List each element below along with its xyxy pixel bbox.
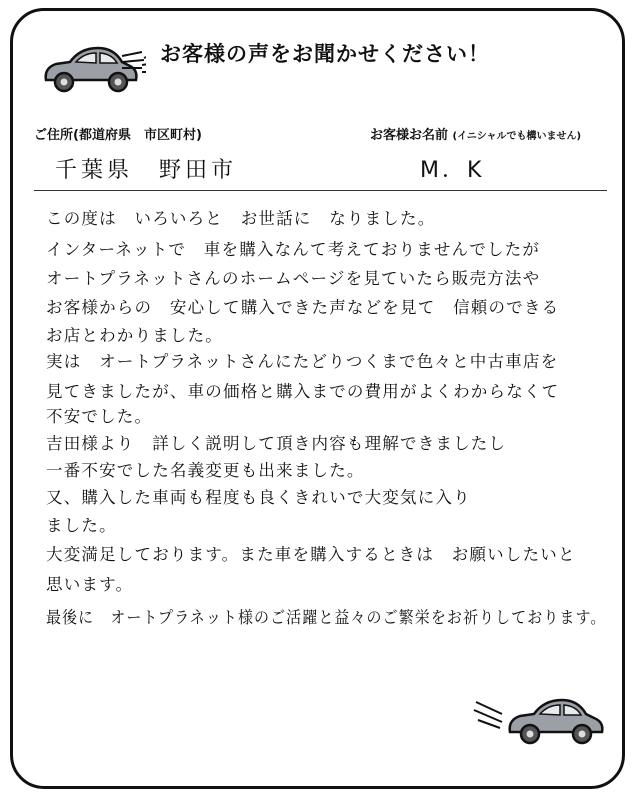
message-line: 最後に オートプラネット様のご活躍と益々のご繁栄をお祈りしております。 [46,608,607,627]
message-line: この度は いろいろと お世話に なりました。 [46,209,436,228]
message-line: お客様からの 安心して購入できた声などを見て 信頼のできる [46,298,560,317]
car-icon [504,690,612,752]
message-line: オートプラネットさんのホームページを見ていたら販売方法や [46,269,541,288]
message-line: 見てきましたが、車の価格と購入までの費用がよくわからなくて [46,382,560,401]
name-label-text: お客様お名前 [370,128,449,143]
name-label [370,124,581,143]
message-line: 大変満足しております。また車を購入するときは お願いしたいと [46,545,576,564]
message-line: 実は オートプラネットさんにたどりつくまで色々と中古車店を [46,352,559,371]
message-line: ました。 [46,516,117,535]
message-line: 吉田様より 詳しく説明して頂き内容も理解できましたし [46,434,507,453]
address-label: ご住所(都道府県 市区町村) [34,128,202,143]
customer-name: M．K [420,158,485,183]
speed-lines-icon [120,50,148,72]
message-line: 思います。 [46,575,134,594]
message-line: 不安でした。 [46,407,153,426]
name-label-note: (イニシャルでも構いません) [452,131,582,142]
message-line: 一番不安でした名義変更も出来ました。 [46,461,365,480]
customer-address: 千葉県 野田市 [55,158,238,183]
header-divider [34,190,607,191]
message-line: お店とわかりました。 [46,326,223,345]
message-line: インターネットで 車を購入なんて考えておりませんでしたが [46,240,541,259]
page-title: お客様の声をお聞かせください！ [160,42,490,66]
message-line: 又、購入した車両も程度も良くきれいで大変気に入り [46,488,471,507]
